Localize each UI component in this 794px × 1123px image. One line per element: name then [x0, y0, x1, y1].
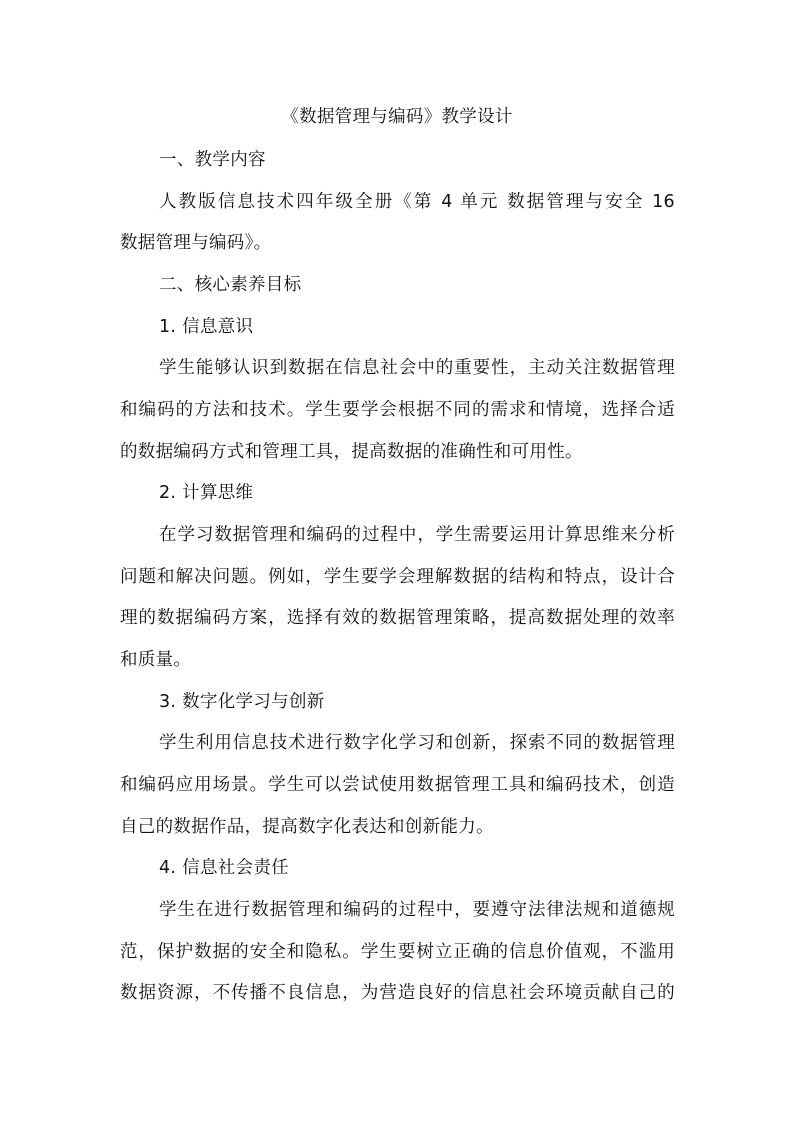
paragraph-line: 数据管理与编码》。 [120, 233, 272, 253]
paragraph-line: 学生在进行数据管理和编码的过程中，要遵守法律法规和道德规 [159, 900, 675, 920]
paragraph-line: 问题和解决问题。例如，学生要学会理解数据的结构和特点，设计合 [120, 567, 675, 587]
paragraph-line: 学生利用信息技术进行数字化学习和创新，探索不同的数据管理 [159, 733, 675, 753]
paragraph-line: 和编码的方法和技术。学生要学会根据不同的需求和情境，选择合适 [120, 400, 675, 420]
paragraph-line: 和编码应用场景。学生可以尝试使用数据管理工具和编码技术，创造 [120, 775, 675, 795]
subsection-heading: 3. 数字化学习与创新 [159, 692, 325, 712]
paragraph-line: 的数据编码方式和管理工具，提高数据的准确性和可用性。 [120, 442, 583, 462]
paragraph-line: 理的数据编码方案，选择有效的数据管理策略，提高数据处理的效率 [120, 608, 675, 628]
paragraph-line: 和质量。 [120, 650, 192, 670]
subsection-heading: 1. 信息意识 [159, 317, 254, 337]
paragraph-line: 范，保护数据的安全和隐私。学生要树立正确的信息价值观，不滥用 [120, 942, 675, 962]
paragraph-line: 在学习数据管理和编码的过程中，学生需要运用计算思维来分析 [159, 525, 675, 545]
subsection-heading: 4. 信息社会责任 [159, 858, 289, 878]
section-heading: 一、教学内容 [159, 150, 266, 170]
subsection-heading: 2. 计算思维 [159, 483, 254, 503]
paragraph-line: 人教版信息技术四年级全册《第 4 单元 数据管理与安全 16 [159, 192, 675, 212]
paragraph-line: 自己的数据作品，提高数字化表达和创新能力。 [120, 817, 494, 837]
paragraph-line: 数据资源，不传播不良信息，为营造良好的信息社会环境贡献自己的 [120, 983, 675, 1003]
paragraph-line: 学生能够认识到数据在信息社会中的重要性，主动关注数据管理 [159, 358, 675, 378]
section-heading: 二、核心素养目标 [159, 275, 302, 295]
document-title: 《数据管理与编码》教学设计 [281, 107, 513, 127]
